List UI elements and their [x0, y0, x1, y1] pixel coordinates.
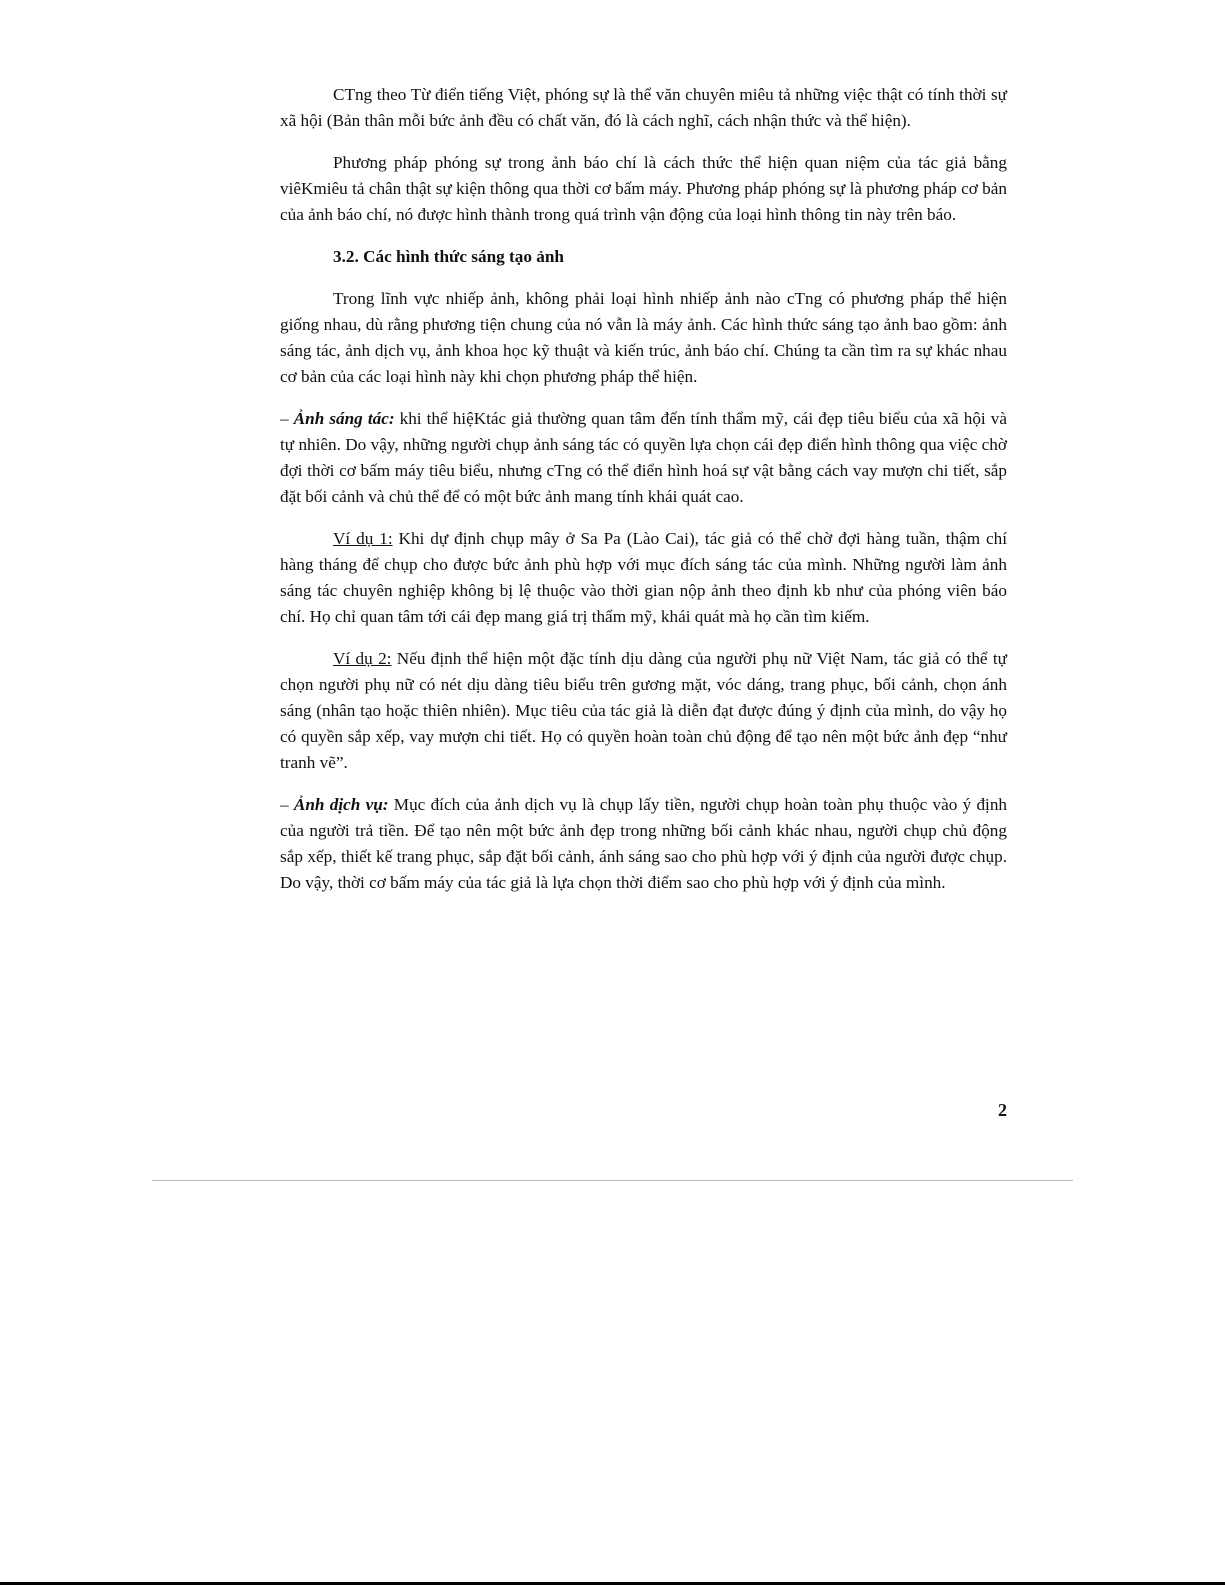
paragraph-reportage-method: Phương pháp phóng sự trong ảnh báo chí là cách thức thể hiện quan niệm của tác giả bằng viêKmiêu tả chân thật sự kiện thông qua thời cơ bấm máy. Phương pháp phóng sự là phương pháp cơ bản của ảnh báo chí, nó được hình thành trong quá trình vận động của loại hình thông tin này trên báo. — [280, 153, 1007, 224]
document-body — [280, 82, 1007, 912]
dash-prefix: – — [280, 409, 294, 428]
service-photo-text: Mục đích của ảnh dịch vụ là chụp lấy tiền, người chụp hoàn toàn phụ thuộc vào ý định của người trả tiền. Để tạo nên một bức ảnh đẹp trong những bối cảnh khác nhau, người chụp chủ động sắp xếp, thiết kế trang phục, sắp đặt bối cảnh, ánh sáng sao cho phù hợp với ý định của người được chụp. Do vậy, thời cơ bấm máy của tác giả là lựa chọn thời điểm sao cho phù hợp với ý định của mình. — [280, 795, 1008, 892]
paragraph-example-2 — [280, 646, 1007, 776]
dash-prefix: – — [280, 795, 294, 814]
paragraph-creation-forms: Trong lĩnh vực nhiếp ảnh, không phải loại hình nhiếp ảnh nào cTng có phương pháp thể hiện giống nhau, dù rằng phương tiện chung của nó vẫn là máy ảnh. Các hình thức sáng tạo ảnh bao gồm: ảnh sáng tác, ảnh dịch vụ, ảnh khoa học kỹ thuật và kiến trúc, ảnh báo chí. Chúng ta cần tìm ra sự khác nhau cơ bản của các loại hình này khi chọn phương pháp thể hiện. — [280, 289, 1007, 386]
section-heading: 3.2. Các hình thức sáng tạo ảnh — [333, 247, 564, 266]
page-divider — [152, 1180, 1073, 1181]
term-artistic-photo: Ảnh sáng tác: — [293, 409, 395, 428]
paragraph-example-1 — [280, 526, 1007, 630]
paragraph-intro-definition: CTng theo Từ điển tiếng Việt, phóng sự là thể văn chuyên miêu tả những việc thật có tính thời sự xã hội (Bản thân mỗi bức ảnh đều có chất văn, đó là cách nghĩ, cách nhận thức và thể hiện). — [280, 85, 1007, 130]
paragraph-artistic-photo — [280, 406, 1007, 510]
page-number: 2 — [998, 1100, 1007, 1120]
example-1-label: Ví dụ 1: — [333, 529, 393, 548]
term-service-photo: Ảnh dịch vụ: — [293, 795, 389, 814]
example-1-text: Khi dự định chụp mây ở Sa Pa (Lào Cai), tác giả có thể chờ đợi hàng tuần, thậm chí hàng tháng để chụp cho được bức ảnh phù hợp với mục đích sáng tác của mình. Những người làm ảnh sáng tác chuyên nghiệp không bị lệ thuộc vào thời gian nộp ảnh theo định kb như của phóng viên báo chí. Họ chỉ quan tâm tới cái đẹp mang giá trị thẩm mỹ, khái quát mà họ cần tìm kiếm. — [280, 529, 1007, 626]
artistic-photo-text: khi thể hiệKtác giả thường quan tâm đến tính thẩm mỹ, cái đẹp tiêu biểu của xã hội và tự nhiên. Do vậy, những người chụp ảnh sáng tác có quyền lựa chọn cái đẹp điển hình thông qua việc chờ đợi thời cơ bấm máy tiêu biểu, nhưng cTng có thể điển hình hoá sự vật bằng cách vay mượn chi tiết, sắp đặt bối cảnh và chủ thể để có một bức ảnh mang tính khái quát cao. — [280, 409, 1007, 506]
example-2-text: Nếu định thể hiện một đặc tính dịu dàng của người phụ nữ Việt Nam, tác giả có thể tự chọn người phụ nữ có nét dịu dàng tiêu biểu trên gương mặt, vóc dáng, trang phục, bối cảnh, chọn ánh sáng (nhân tạo hoặc thiên nhiên). Mục tiêu của tác giả là diễn đạt được đúng ý định của mình, do vậy họ có quyền sắp xếp, vay mượn chi tiết. Họ có quyền hoàn toàn chủ động để tạo nên một bức ảnh đẹp “như tranh vẽ”. — [280, 649, 1007, 772]
paragraph-service-photo — [280, 792, 1007, 896]
example-2-label: Ví dụ 2: — [333, 649, 392, 668]
